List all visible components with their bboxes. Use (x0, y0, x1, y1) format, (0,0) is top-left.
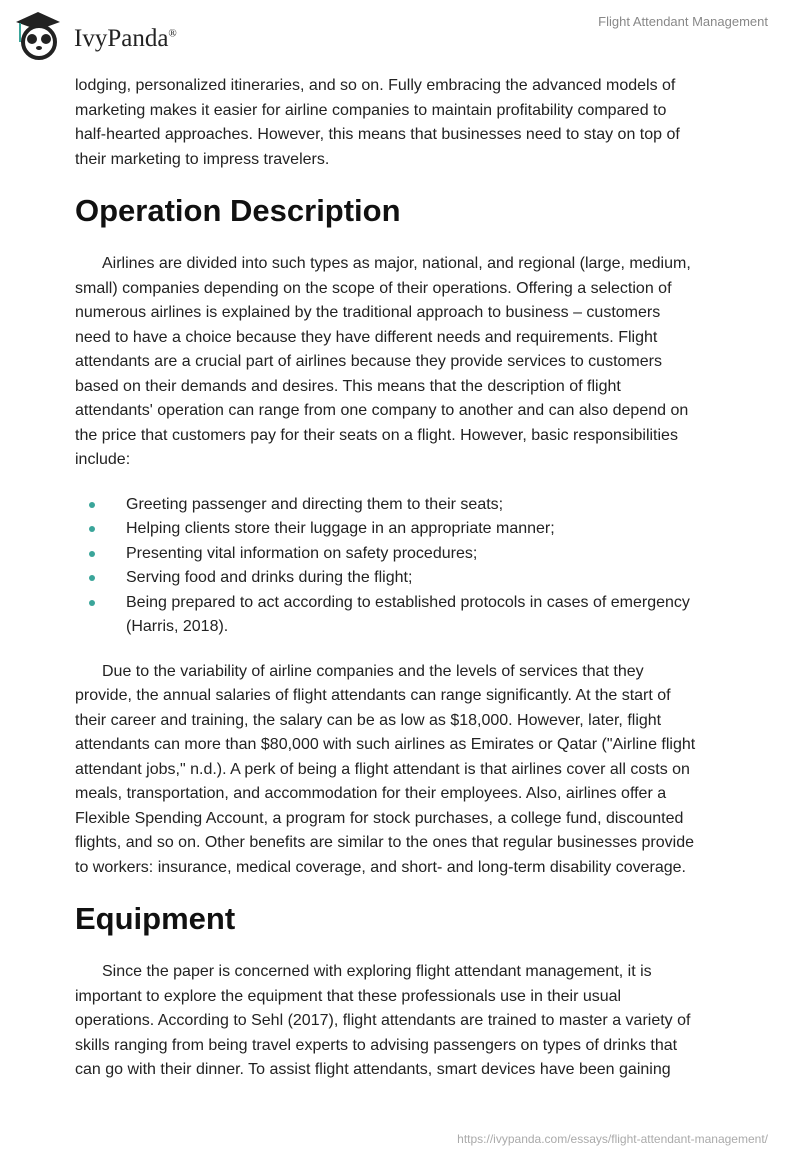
text-line: important to explore the equipment that these professionals use in their usual (75, 987, 622, 1005)
text-line: based on their demands and desires. This means that the description of flight (75, 377, 621, 395)
list-item-text: Helping clients store their luggage in an appropriate manner; (126, 520, 555, 537)
text-line: flights, and so on. Other benefits are similar to the ones that regular businesses provide (75, 834, 695, 851)
essay-content (75, 74, 755, 1103)
text-line: numerous airlines is explained by the traditional approach to business – customers (75, 304, 661, 321)
text-line: attendants' operation can range from one company to another and can also depend on (75, 402, 689, 419)
text-line: provide, the annual salaries of flight attendants can range significantly. At the start of (75, 687, 671, 704)
bullet-icon (89, 575, 95, 581)
list-item (75, 517, 755, 542)
text-line: small) companies depending on the scope of their operations. Offering a selection of (75, 279, 672, 297)
logo-text: IvyPanda® (74, 25, 177, 52)
heading-equipment: Equipment (75, 901, 236, 936)
text-line: include: (75, 451, 131, 468)
text-line: need to have a choice because they have different needs and requirements. Flight (75, 328, 658, 346)
list-item (75, 493, 755, 518)
responsibilities-list (75, 493, 755, 640)
text-line: to workers: insurance, medical coverage, and short- and long-term disability coverage. (75, 858, 686, 876)
text-line: meals, transportation, and accommodation for their employees. Also, airlines offer a (75, 785, 667, 802)
text-line: attendant jobs," n.d.). A perk of being a flight attendant is that airlines cover all costs on (75, 760, 690, 778)
source-url[interactable]: https://ivypanda.com/essays/flight-attendant-management/ (457, 1132, 768, 1146)
list-item (75, 566, 755, 591)
bullet-icon (89, 526, 95, 532)
text-line: the price that customers pay for their seats on a flight. However, basic responsibilities (75, 426, 678, 444)
text-line: operations. According to Sehl (2017), flight attendants are trained to master a variety of (75, 1012, 691, 1029)
bullet-icon (89, 551, 95, 557)
list-item-text: Greeting passenger and directing them to their seats; (126, 495, 504, 513)
text-line: marketing makes it easier for airline companies to maintain profitability compared to (75, 101, 667, 119)
list-item (75, 542, 755, 567)
heading-operation-description: Operation Description (75, 193, 401, 228)
text-line: half-hearted approaches. However, this means that businesses need to stay on top of (75, 126, 680, 143)
text-line: Since the paper is concerned with exploring flight attendant management, it is (102, 963, 652, 980)
list-item-text: (Harris, 2018). (126, 618, 229, 635)
text-line: their marketing to impress travelers. (75, 150, 330, 168)
text-line: Due to the variability of airline companies and the levels of services that they (102, 662, 644, 680)
text-line: their career and training, the salary can be as low as $18,000. However, later, flight (75, 711, 662, 729)
list-item-text: Presenting vital information on safety procedures; (126, 544, 478, 562)
operation-paragraph-1 (75, 252, 755, 473)
text-line: Flexible Spending Account, a program for stock purchases, a college fund, discounted (75, 809, 684, 827)
equipment-paragraph-1 (75, 960, 755, 1083)
text-line: Airlines are divided into such types as major, national, and regional (large, medium, (102, 255, 691, 272)
text-line: lodging, personalized itineraries, and so on. Fully embracing the advanced models of (75, 77, 676, 94)
panda-logo-icon (12, 8, 68, 64)
list-item-text: Serving food and drinks during the flight; (126, 569, 413, 586)
list-item (75, 591, 755, 640)
text-line: attendants are a crucial part of airlines because they provide services to customers (75, 353, 662, 370)
bullet-icon (89, 502, 95, 508)
text-line: attendants can more than $80,000 with such airlines as Emirates or Qatar ("Airline flight (75, 736, 696, 753)
intro-paragraph (75, 74, 755, 172)
ivypanda-logo[interactable] (12, 8, 177, 64)
document-title: Flight Attendant Management (598, 14, 768, 29)
list-item-text: Being prepared to act according to established protocols in cases of emergency (126, 593, 690, 611)
text-line: can go with their dinner. To assist flight attendants, smart devices have been gaining (75, 1061, 671, 1078)
text-line: skills ranging from being travel experts to advising passengers on types of drinks that (75, 1036, 678, 1054)
operation-paragraph-2 (75, 660, 755, 881)
bullet-icon (89, 600, 95, 606)
